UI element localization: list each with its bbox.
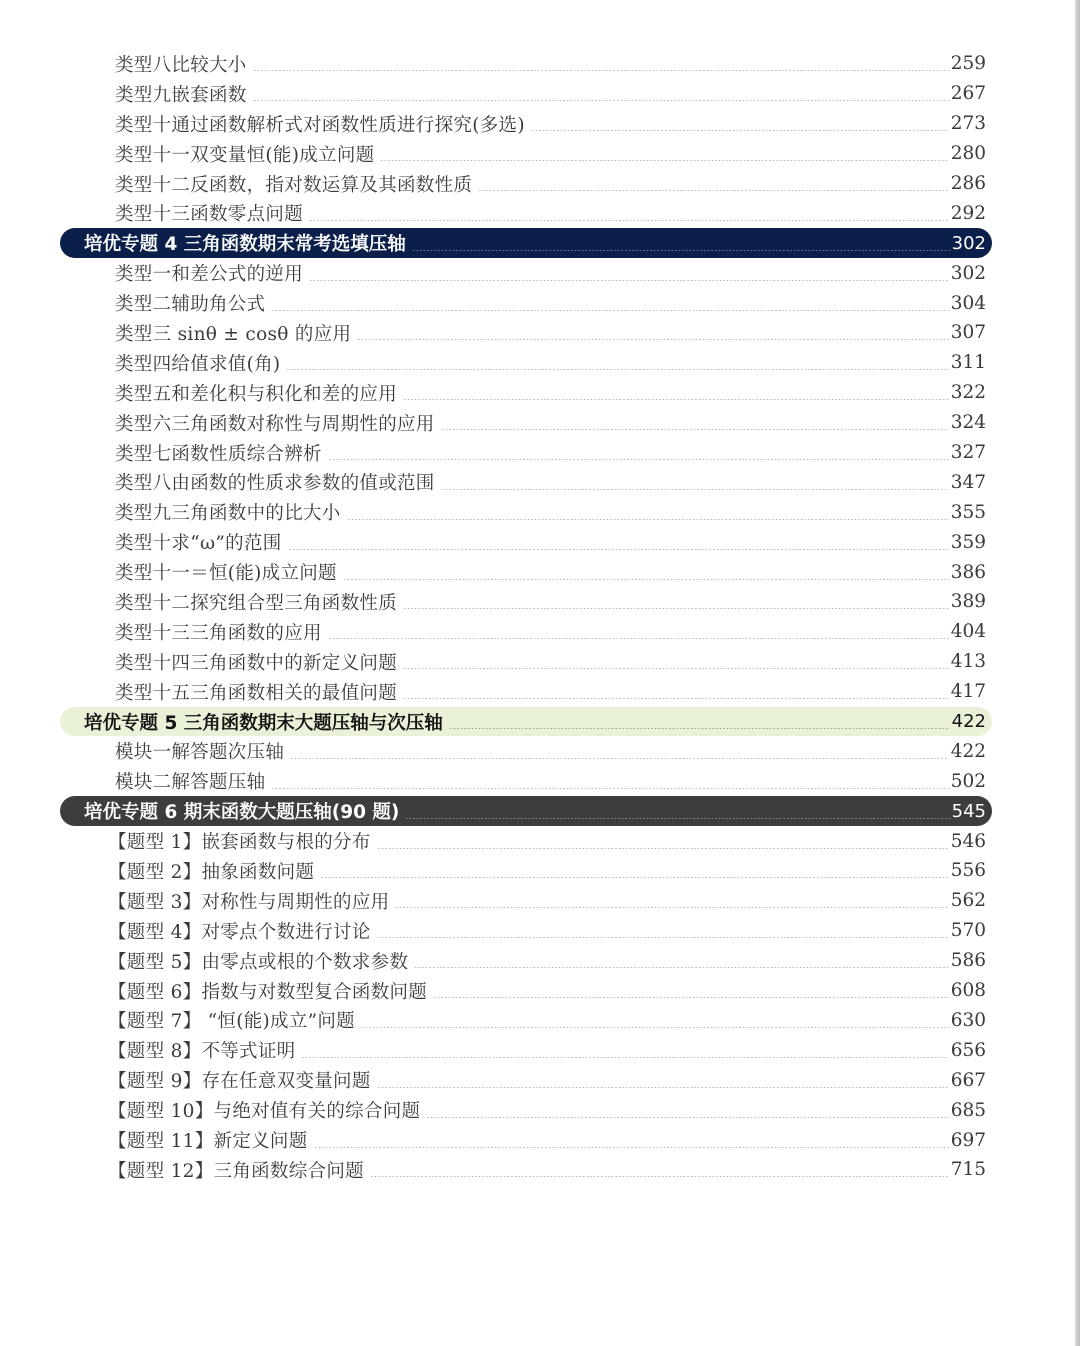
toc-entry-title: 类型十一＝恒(能)成立问题 <box>115 563 337 585</box>
toc-page-number: 656 <box>950 1039 986 1061</box>
toc-entry-title: 培优专题 5 三角函数期末大题压轴与次压轴 <box>84 712 443 734</box>
dot-leader <box>301 1057 948 1058</box>
toc-entry[interactable] <box>60 916 992 946</box>
toc-page-number: 389 <box>950 591 986 613</box>
dot-leader <box>531 130 949 131</box>
toc-entry-title: 类型五和差化积与积化和差的应用 <box>115 383 398 405</box>
toc-page-number: 304 <box>950 292 986 314</box>
dot-leader <box>478 190 948 191</box>
toc-entry-title: 类型八比较大小 <box>115 54 247 76</box>
toc-page-number: 608 <box>950 980 986 1002</box>
page-edge-shadow <box>1075 0 1080 1346</box>
toc-entry-title: 模块一解答题次压轴 <box>115 742 285 764</box>
toc-entry-title: 类型四给值求值(角) <box>115 353 281 375</box>
toc-entry[interactable] <box>60 647 992 677</box>
toc-page-number: 697 <box>950 1129 986 1151</box>
toc-entry-title: 【题型 6】指数与对数型复合函数问题 <box>108 981 428 1003</box>
dot-leader <box>253 70 949 71</box>
toc-page-number: 630 <box>950 1009 986 1031</box>
toc-entry-title: 类型十通过函数解析式对函数性质进行探究(多选) <box>115 114 525 136</box>
toc-entry[interactable] <box>60 557 992 587</box>
toc-entry-title: 类型十一双变量恒(能)成立问题 <box>115 144 375 166</box>
dot-leader <box>380 160 948 161</box>
toc-entry-title: 类型一和差公式的逆用 <box>115 264 304 286</box>
toc-entry-title: 【题型 9】存在任意双变量问题 <box>108 1071 371 1093</box>
dot-leader <box>377 1087 949 1088</box>
toc-entry[interactable] <box>60 258 992 288</box>
dot-leader <box>441 429 949 430</box>
toc-entry[interactable] <box>60 288 992 318</box>
toc-page-number: 562 <box>950 890 986 912</box>
toc-entry[interactable] <box>60 79 992 109</box>
toc-entry[interactable] <box>60 139 992 169</box>
dot-leader <box>357 339 948 340</box>
toc-section-heading[interactable] <box>60 228 992 258</box>
toc-page-number: 586 <box>950 950 986 972</box>
toc-page-number: 355 <box>950 501 986 523</box>
toc-page-number: 322 <box>950 382 986 404</box>
toc-entry-title: 【题型 12】三角函数综合问题 <box>108 1160 364 1182</box>
dot-leader <box>403 698 949 699</box>
toc-page-number: 545 <box>951 800 986 822</box>
toc-entry[interactable] <box>60 467 992 497</box>
dot-leader <box>403 668 949 669</box>
dot-leader <box>286 369 948 370</box>
toc-entry[interactable] <box>60 1125 992 1155</box>
toc-section-heading[interactable] <box>60 796 992 826</box>
toc-entry-title: 【题型 8】不等式证明 <box>108 1041 296 1063</box>
toc-entry-title: 培优专题 6 期末函数大题压轴(90 题) <box>84 802 400 824</box>
toc-entry[interactable] <box>60 49 992 79</box>
toc-entry[interactable] <box>60 348 992 378</box>
toc-entry-title: 类型三 sinθ ± cosθ 的应用 <box>115 323 352 345</box>
toc-entry-title: 类型十二反函数，指对数运算及其函数性质 <box>115 174 473 196</box>
dot-leader <box>320 877 948 878</box>
toc-page-number: 422 <box>951 711 986 733</box>
toc-entry-title: 类型二辅助角公式 <box>115 294 266 316</box>
toc-entry-title: 类型九三角函数中的比大小 <box>115 503 341 525</box>
dot-leader <box>412 250 950 251</box>
toc-page-number: 280 <box>950 143 986 165</box>
dot-leader <box>309 220 949 221</box>
toc-page-number: 324 <box>950 412 986 434</box>
dot-leader <box>426 1117 948 1118</box>
toc-entry[interactable] <box>60 766 992 796</box>
toc-entry-title: 【题型 10】与绝对值有关的综合问题 <box>108 1101 421 1123</box>
dot-leader <box>433 997 949 998</box>
toc-entry-title: 类型八由函数的性质求参数的值或范围 <box>115 473 435 495</box>
toc-page-number: 302 <box>950 262 986 284</box>
dot-leader <box>328 459 949 460</box>
dot-leader <box>271 310 948 311</box>
toc-entry[interactable] <box>60 497 992 527</box>
toc-entry[interactable] <box>60 408 992 438</box>
toc-entry-title: 【题型 3】对称性与周期性的应用 <box>108 891 390 913</box>
toc-page-number: 570 <box>950 920 986 942</box>
dot-leader <box>290 758 948 759</box>
toc-entry[interactable] <box>60 169 992 199</box>
toc-page-number: 386 <box>950 561 986 583</box>
toc-page-number: 556 <box>950 860 986 882</box>
dot-leader <box>347 519 949 520</box>
toc-page-number: 359 <box>950 531 986 553</box>
toc-page-number: 417 <box>950 681 986 703</box>
toc-entry-title: 培优专题 4 三角函数期末常考选填压轴 <box>84 234 406 256</box>
toc-page-number: 259 <box>950 53 986 75</box>
toc-entry[interactable] <box>60 826 992 856</box>
dot-leader <box>403 608 949 609</box>
dot-leader <box>361 1027 949 1028</box>
dot-leader <box>328 638 949 639</box>
toc-page-number: 273 <box>950 113 986 135</box>
toc-entry[interactable] <box>60 976 992 1006</box>
toc-page-number: 327 <box>950 442 986 464</box>
toc-page-number: 267 <box>950 83 986 105</box>
dot-leader <box>343 579 949 580</box>
toc-entry-title: 类型十三函数零点问题 <box>115 204 304 226</box>
dot-leader <box>309 280 949 281</box>
toc-entry[interactable] <box>60 1035 992 1065</box>
toc-entry-title: 类型十二探究组合型三角函数性质 <box>115 592 398 614</box>
toc-page-number: 347 <box>950 471 986 493</box>
dot-leader <box>377 937 949 938</box>
dot-leader <box>403 399 949 400</box>
toc-entry-title: 模块二解答题压轴 <box>115 772 266 794</box>
toc-entry-title: 类型十四三角函数中的新定义问题 <box>115 652 398 674</box>
dot-leader <box>253 100 949 101</box>
toc-page-number: 502 <box>950 770 986 792</box>
dot-leader <box>377 848 949 849</box>
toc-page-number: 286 <box>950 173 986 194</box>
toc-entry-title: 类型九嵌套函数 <box>115 84 247 106</box>
toc-entry[interactable] <box>60 378 992 408</box>
toc-entry[interactable] <box>60 318 992 348</box>
toc-page-number: 715 <box>950 1159 986 1181</box>
toc-entry[interactable] <box>60 1065 992 1095</box>
dot-leader <box>271 788 948 789</box>
toc-entry[interactable] <box>60 1155 992 1185</box>
dot-leader <box>449 728 950 729</box>
toc-page-number: 667 <box>950 1069 986 1091</box>
toc-section-heading[interactable] <box>60 707 992 737</box>
dot-leader <box>405 818 949 819</box>
toc-entry[interactable] <box>60 856 992 886</box>
table-of-contents <box>60 49 992 1185</box>
toc-entry-title: 类型十五三角函数相关的最值问题 <box>115 682 398 704</box>
toc-entry-title: 【题型 11】新定义问题 <box>108 1131 308 1152</box>
toc-page-number: 413 <box>950 651 986 673</box>
toc-page-number: 422 <box>950 740 986 762</box>
dot-leader <box>395 907 948 908</box>
toc-entry[interactable] <box>60 1006 992 1036</box>
toc-page-number: 404 <box>950 621 986 643</box>
toc-entry-title: 类型十求“ω”的范围 <box>115 533 282 555</box>
toc-entry[interactable] <box>60 109 992 139</box>
dot-leader <box>288 549 949 550</box>
dot-leader <box>414 967 948 968</box>
toc-entry-title: 【题型 7】 “恒(能)成立”问题 <box>108 1011 355 1033</box>
toc-entry[interactable] <box>60 438 992 468</box>
toc-entry-title: 类型十三三角函数的应用 <box>115 622 322 644</box>
toc-page-number: 292 <box>950 202 986 224</box>
toc-entry-title: 【题型 2】抽象函数问题 <box>108 861 315 883</box>
toc-page-number: 311 <box>950 352 986 374</box>
toc-page-number: 302 <box>951 232 986 254</box>
toc-entry[interactable] <box>60 198 992 228</box>
toc-page-number: 546 <box>950 830 986 852</box>
toc-page-number: 685 <box>950 1099 986 1121</box>
toc-page-number: 307 <box>950 322 986 344</box>
dot-leader <box>370 1176 949 1177</box>
toc-entry[interactable] <box>60 946 992 976</box>
toc-entry-title: 【题型 1】嵌套函数与根的分布 <box>108 832 371 854</box>
toc-entry[interactable] <box>60 736 992 766</box>
toc-entry-title: 【题型 4】对零点个数进行讨论 <box>108 921 371 943</box>
toc-entry[interactable] <box>60 1095 992 1125</box>
toc-entry-title: 【题型 5】由零点或根的个数求参数 <box>108 951 409 973</box>
toc-entry-title: 类型七函数性质综合辨析 <box>115 443 322 465</box>
toc-entry[interactable] <box>60 677 992 707</box>
toc-entry[interactable] <box>60 886 992 916</box>
toc-entry[interactable] <box>60 527 992 557</box>
toc-entry-title: 类型六三角函数对称性与周期性的应用 <box>115 413 435 435</box>
toc-entry[interactable] <box>60 587 992 617</box>
dot-leader <box>441 489 949 490</box>
dot-leader <box>314 1147 949 1148</box>
toc-entry[interactable] <box>60 617 992 647</box>
